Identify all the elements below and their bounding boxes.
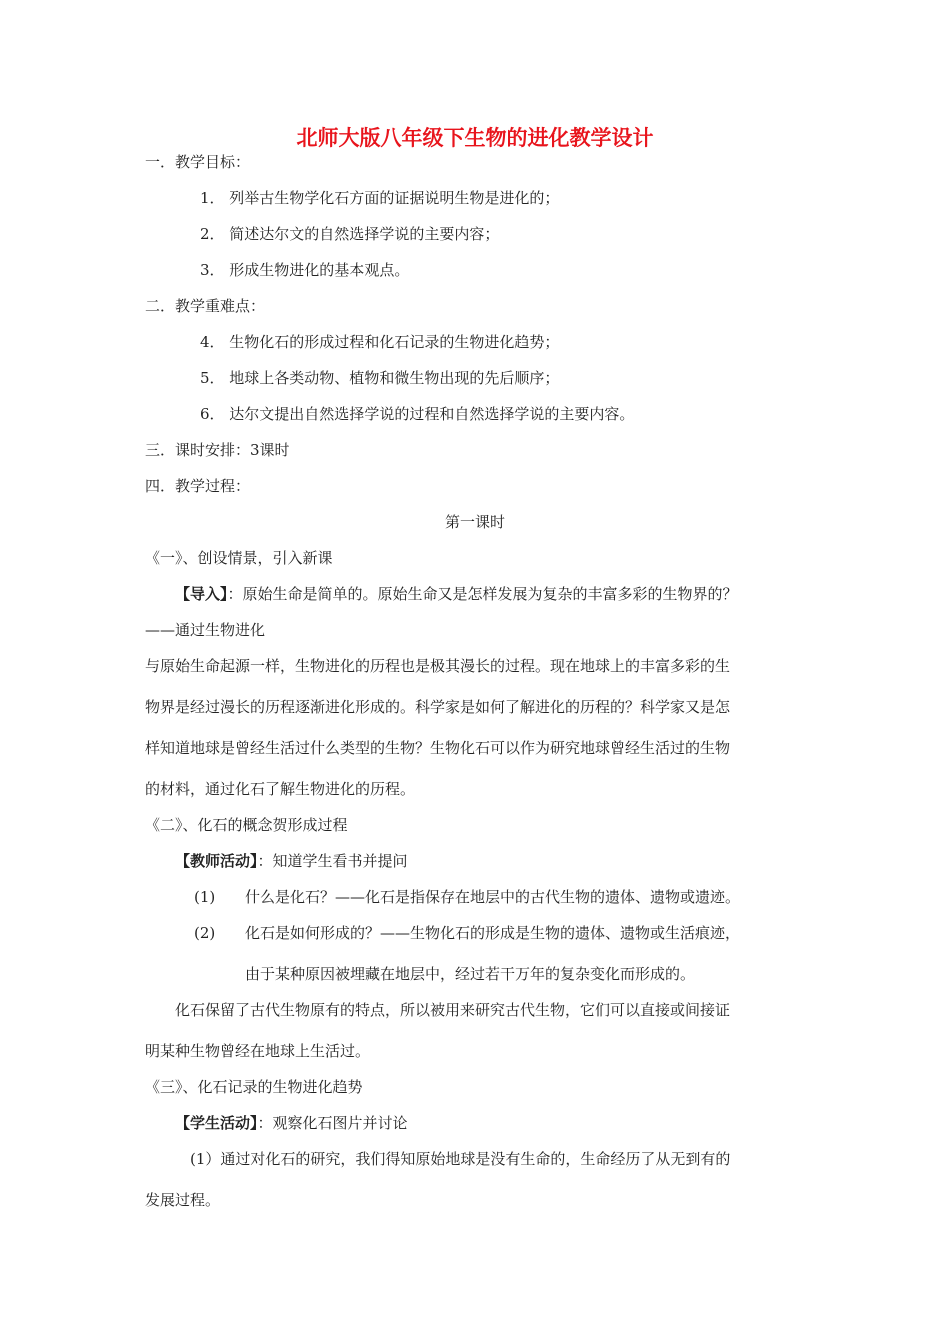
paragraph-line: 物界是经过漫长的历程逐渐进化形成的。科学家是如何了解进化的历程的？科学家又是怎 [145,698,731,716]
key-point-item: 5． 地球上各类动物、植物和微生物出现的先后顺序； [200,369,560,387]
objective-item: 2． 简述达尔文的自然选择学说的主要内容； [200,225,500,243]
question-number: (2) [194,924,216,942]
activity-line [175,1113,408,1133]
paragraph-line: 与原始生命起源一样，生物进化的历程也是极其漫长的过程。现在地球上的丰富多彩的生 [145,657,731,675]
question-text: 什么是化石？——化石是指保存在地层中的古代生物的遗体、遗物或遗迹。 [245,888,741,906]
intro-text: ：原始生命是简单的。原始生命又是怎样发展为复杂的丰富多彩的生物界的？ [227,585,738,603]
intro-line [175,584,738,604]
paragraph-line: 化石保留了古代生物原有的特点，所以被用来研究古代生物，它们可以直接或间接证 [175,1001,731,1019]
activity-label: 【教师活动】 [175,852,258,870]
activity-label: 【学生活动】 [175,1114,258,1132]
question-text-continued: 由于某种原因被埋藏在地层中，经过若干万年的复杂变化而形成的。 [245,965,696,983]
paragraph-line: (1）通过对化石的研究，我们得知原始地球是没有生命的，生命经历了从无到有的 [190,1150,731,1168]
document-title: 北师大版八年级下生物的进化教学设计 [296,126,654,150]
section-heading-schedule: 三．课时安排：3课时 [145,441,290,459]
activity-text: ：知道学生看书并提问 [257,852,408,870]
question-text: 化石是如何形成的？——生物化石的形成是生物的遗体、遗物或生活痕迹， [245,924,741,942]
part-heading: 《三》、化石记录的生物进化趋势 [145,1078,363,1096]
part-heading: 《二》、化石的概念贺形成过程 [145,816,348,834]
section-heading-key-points: 二．教学重难点： [145,297,266,315]
activity-text: ：观察化石图片并讨论 [257,1114,408,1132]
paragraph-line: 样知道地球是曾经生活过什么类型的生物？生物化石可以作为研究地球曾经生活过的生物 [145,739,731,757]
key-point-item: 4． 生物化石的形成过程和化石记录的生物进化趋势； [200,333,560,351]
intro-label: 【导入】 [175,585,228,603]
section-heading-objectives: 一．教学目标： [145,153,251,171]
part-heading: 《一》、创设情景，引入新课 [145,549,333,567]
activity-line [175,851,408,871]
key-point-item: 6． 达尔文提出自然选择学说的过程和自然选择学说的主要内容。 [200,405,635,423]
section-heading-process: 四．教学过程： [145,477,251,495]
question-number: (1) [194,888,216,906]
objective-item: 3． 形成生物进化的基本观点。 [200,261,410,279]
objective-item: 1． 列举古生物学化石方面的证据说明生物是进化的； [200,189,560,207]
paragraph-line: 明某种生物曾经在地球上生活过。 [145,1042,371,1060]
paragraph-line: 发展过程。 [145,1191,221,1209]
lesson-heading: 第一课时 [444,513,505,531]
dash-line: ——通过生物进化 [145,621,266,639]
paragraph-line: 的材料，通过化石了解生物进化的历程。 [145,780,416,798]
